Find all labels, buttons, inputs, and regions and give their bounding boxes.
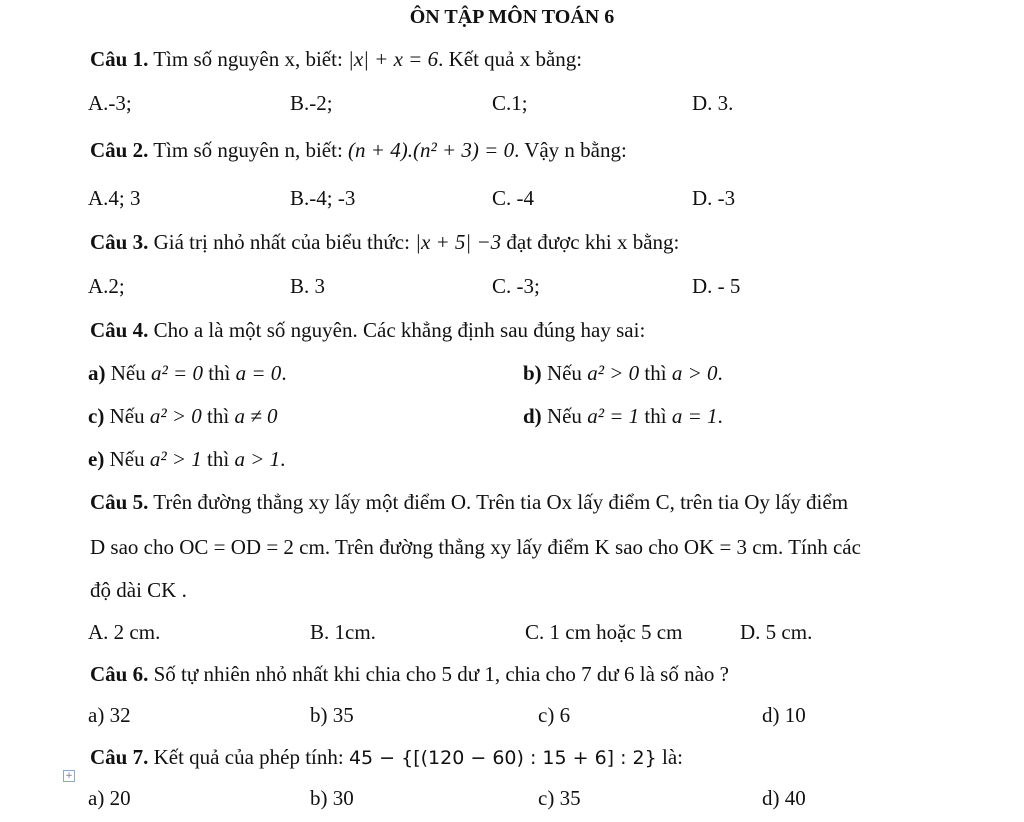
- statement-a: [88, 361, 287, 386]
- statement-text: Nếu: [104, 447, 150, 471]
- question-1: [90, 47, 582, 72]
- statement-e: [88, 447, 285, 472]
- statement-text: thì: [639, 404, 672, 428]
- question-label: Câu 5.: [90, 490, 149, 514]
- statement-text: Nếu: [104, 404, 150, 428]
- statement-text: thì: [201, 447, 235, 471]
- math-expression: a > 1: [234, 447, 281, 471]
- statement-text: Nếu: [105, 361, 151, 385]
- question-5-line-2: D sao cho OC = OD = 2 cm. Trên đường thẳng xy lấy điểm K sao cho OK = 3 cm. Tính các: [90, 535, 861, 559]
- statement-d: [523, 404, 723, 429]
- question-2: [90, 138, 627, 163]
- option-a: a) 20: [88, 786, 131, 810]
- math-expression: a = 0: [235, 361, 282, 385]
- statement-label: d): [523, 404, 542, 428]
- option-b: B. 3: [290, 274, 326, 298]
- statement-label: c): [88, 404, 105, 428]
- question-6: [90, 662, 729, 687]
- option-b: b) 30: [310, 786, 354, 810]
- statement-text: .: [717, 361, 723, 385]
- question-7: [90, 745, 683, 770]
- option-c: c) 6: [538, 703, 571, 727]
- math-expression: a² > 0: [149, 404, 202, 428]
- option-a: A.4; 3: [88, 186, 141, 210]
- statement-c: [88, 404, 278, 429]
- option-c: C.1;: [492, 91, 528, 115]
- question-label: Câu 2.: [90, 138, 149, 162]
- statement-text: .: [280, 447, 286, 471]
- option-a: A.2;: [88, 274, 125, 298]
- question-label: Câu 7.: [90, 745, 149, 769]
- math-expression: |x| + x = 6: [348, 47, 439, 71]
- question-4: [90, 318, 645, 343]
- math-expression: a² > 0: [587, 361, 640, 385]
- option-d: d) 40: [762, 786, 806, 810]
- option-c: C. 1 cm hoặc 5 cm: [525, 620, 683, 644]
- math-expression: a > 0: [671, 361, 718, 385]
- math-expression: a = 1: [671, 404, 718, 428]
- statement-label: b): [523, 361, 542, 385]
- option-a: a) 32: [88, 703, 131, 727]
- question-text-tail: . Vậy n bằng:: [514, 138, 627, 162]
- option-c: c) 35: [538, 786, 581, 810]
- option-d: d) 10: [762, 703, 806, 727]
- statement-text: thì: [201, 404, 235, 428]
- question-text: Giá trị nhỏ nhất của biểu thức:: [148, 230, 416, 254]
- math-expression: a ≠ 0: [234, 404, 278, 428]
- option-c: C. -3;: [492, 274, 540, 298]
- question-text: Trên đường thẳng xy lấy một điểm O. Trên tia Ox lấy điểm C, trên tia Oy lấy điểm: [148, 490, 849, 514]
- question-label: Câu 6.: [90, 662, 149, 686]
- question-text: Tìm số nguyên n, biết:: [148, 138, 349, 162]
- question-label: Câu 1.: [90, 47, 149, 71]
- math-expression: a² = 0: [151, 361, 203, 385]
- option-a: A.-3;: [88, 91, 132, 115]
- question-text: Kết quả của phép tính:: [148, 745, 349, 769]
- math-expression: |x + 5| −3: [415, 230, 502, 254]
- question-text: Cho a là một số nguyên. Các khẳng định sau đúng hay sai:: [148, 318, 646, 342]
- math-expression: a² > 1: [149, 447, 202, 471]
- statement-text: Nếu: [541, 404, 588, 428]
- question-3: [90, 230, 679, 255]
- question-5: [90, 490, 848, 515]
- statement-b: [523, 361, 723, 386]
- question-text: Tìm số nguyên x, biết:: [148, 47, 349, 71]
- statement-label: a): [88, 361, 106, 385]
- statement-label: e): [88, 447, 105, 471]
- statement-text: .: [717, 404, 723, 428]
- option-d: D. 3.: [692, 91, 734, 115]
- option-d: D. -3: [692, 186, 736, 210]
- option-b: B.-4; -3: [290, 186, 356, 210]
- statement-text: Nếu: [541, 361, 588, 385]
- option-a: A. 2 cm.: [88, 620, 161, 644]
- question-text-tail: . Kết quả x bằng:: [438, 47, 583, 71]
- option-c: C. -4: [492, 186, 534, 210]
- question-5-line-3: độ dài CK .: [90, 578, 187, 602]
- option-b: b) 35: [310, 703, 354, 727]
- statement-text: .: [281, 361, 287, 385]
- move-handle-icon[interactable]: +: [63, 770, 75, 782]
- question-label: Câu 4.: [90, 318, 149, 342]
- question-text: Số tự nhiên nhỏ nhất khi chia cho 5 dư 1, chia cho 7 dư 6 là số nào ?: [148, 662, 729, 686]
- statement-text: thì: [202, 361, 236, 385]
- option-d: D. - 5: [692, 274, 741, 298]
- math-expression: a² = 1: [587, 404, 640, 428]
- option-b: B.-2;: [290, 91, 333, 115]
- option-d: D. 5 cm.: [740, 620, 813, 644]
- question-label: Câu 3.: [90, 230, 149, 254]
- question-text-tail: là:: [656, 745, 683, 769]
- page-title: ÔN TẬP MÔN TOÁN 6: [409, 6, 615, 28]
- option-b: B. 1cm.: [310, 620, 376, 644]
- math-expression: 45 − {[(120 − 60) : 15 + 6] : 2}: [348, 747, 657, 769]
- math-expression: (n + 4).(n² + 3) = 0: [348, 138, 515, 162]
- statement-text: thì: [639, 361, 672, 385]
- question-text-tail: đạt được khi x bằng:: [501, 230, 680, 254]
